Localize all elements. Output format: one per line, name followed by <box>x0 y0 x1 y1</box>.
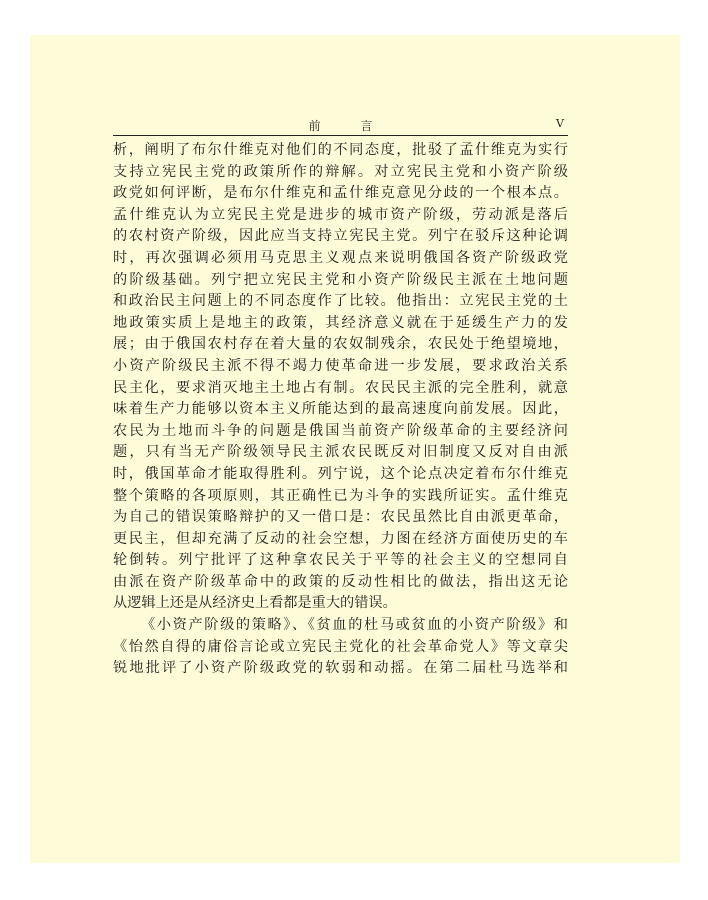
text-line: 小资产阶级民主派不得不竭力使革命进一步发展，要求政治关系 <box>113 357 568 374</box>
text-line: 政党如何评断，是布尔什维克和孟什维克意见分歧的一个根本点。 <box>113 185 568 202</box>
text-line: 锐地批评了小资产阶级政党的软弱和动摇。在第二届杜马选举和 <box>113 660 568 677</box>
text-line: 的农村资产阶级，因此应当支持立宪民主党。列宁在驳斥这种论调 <box>113 228 568 245</box>
text-line: 由派在资产阶级革命中的政策的反动性相比的做法，指出这无论 <box>113 573 568 590</box>
running-header <box>113 117 568 136</box>
text-line: 和政治民主问题上的不同态度作了比较。他指出：立宪民主党的土 <box>113 293 568 310</box>
header-title: 前 言 <box>308 119 391 133</box>
text-line: 民主化，要求消灭地主土地占有制。农民民主派的完全胜利，就意 <box>113 379 568 396</box>
text-line: 时，俄国革命才能取得胜利。列宁说，这个论点决定着布尔什维克 <box>113 465 568 482</box>
text-line: 时，再次强调必须用马克思主义观点来说明俄国各资产阶级政党 <box>113 249 568 266</box>
paragraph-end-line: 从逻辑上还是从经济史上看都是重大的错误。 <box>113 595 397 612</box>
text-line: 地政策实质上是地主的政策，其经济意义就在于延缓生产力的发 <box>113 314 568 331</box>
text-line: 味着生产力能够以资本主义所能达到的最高速度向前发展。因此， <box>113 401 568 418</box>
text-line: 整个策略的各项原则，其正确性已为斗争的实践所证实。孟什维克 <box>113 487 568 504</box>
text-line: 展；由于俄国农村存在着大量的农奴制残余，农民处于绝望境地， <box>113 336 568 353</box>
text-line: 析，阐明了布尔什维克对他们的不同态度，批驳了孟什维克为实行 <box>113 142 568 158</box>
text-line: 农民为土地而斗争的问题是俄国当前资产阶级革命的主要经济问 <box>113 422 568 439</box>
text-line: 轮倒转。列宁批评了这种拿农民关于平等的社会主义的空想同自 <box>113 552 568 569</box>
text-line: 为自己的错误策略辩护的又一借口是：农民虽然比自由派更革命， <box>113 509 568 526</box>
text-line: 的阶级基础。列宁把立宪民主党和小资产阶级民主派在土地问题 <box>113 271 568 288</box>
text-line: 《怡然自得的庸俗言论或立宪民主党化的社会革命党人》等文章尖 <box>113 638 568 655</box>
page-number: V <box>556 117 564 130</box>
text-line: 支持立宪民主党的政策所作的辩解。对立宪民主党和小资产阶级 <box>113 163 568 180</box>
paragraph-start-line: 《小资产阶级的策略》、《贫血的杜马或贫血的小资产阶级》和 <box>141 617 568 634</box>
body-text <box>113 140 568 680</box>
text-line: 题，只有当无产阶级领导民主派农民既反对旧制度又反对自由派 <box>113 444 568 461</box>
text-line: 孟什维克认为立宪民主党是进步的城市资产阶级，劳动派是落后 <box>113 206 568 223</box>
text-line: 更民主，但却充满了反动的社会空想，力图在经济方面使历史的车 <box>113 530 568 547</box>
